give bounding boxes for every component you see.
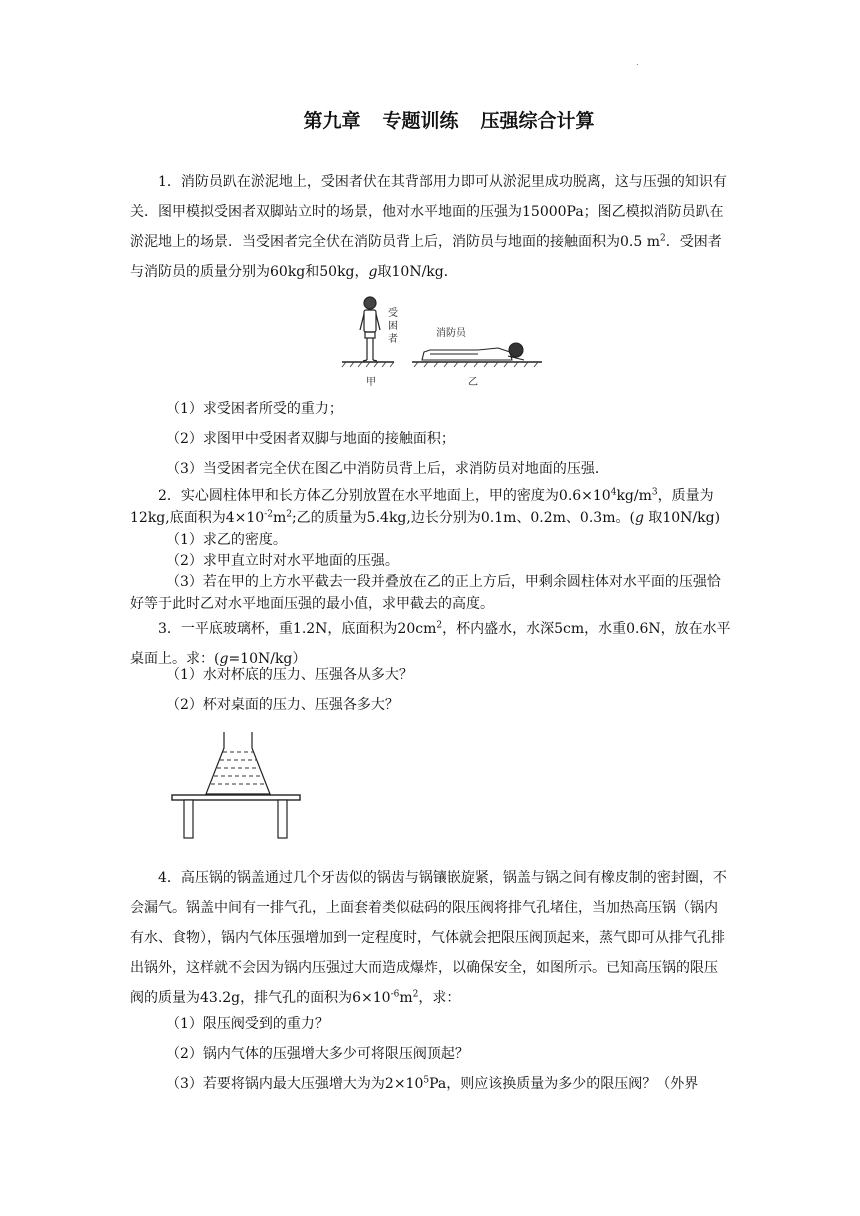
- question-1-part-2: （2）求图甲中受困者双脚与地面的接触面积；: [166, 431, 455, 447]
- label-yi: 乙: [468, 377, 478, 388]
- label-trapped-1: 受: [388, 308, 398, 319]
- question-1-part-3: （3）当受困者完全伏在图乙中消防员背上后，求消防员对地面的压强．: [166, 461, 609, 477]
- question-3-text: 3．一平底玻璃杯，重1.2N，底面积为$20cm^2$，杯内盛水，水深5cm，水重0.6N，放在水平桌面上。求：(g=10N/kg）: [130, 620, 731, 667]
- question-2-text: 2．实心圆柱体甲和长方体乙分别放置在水平地面上，甲的密度为$0.6\times 10^4kg/m^3$，质量为12kg,底面积为$4\times 10^{-2}m^2$;乙的质量为5.4kg,边长分别为0.1m、0.2m、0.3m。(g 取10N/kg): [130, 487, 721, 526]
- label-trapped-2: 困: [388, 321, 398, 332]
- figure-trapped-and-firefighter: [338, 290, 548, 390]
- question-1-text: 1．消防员趴在淤泥地上，受困者伏在其背部用力即可从淤泥里成功脱离，这与压强的知识有关．图甲模拟受困者双脚站立时的场景，他对水平地面的压强为15000Pa；图乙模拟消防员趴在淤泥地上的场景．当受困者完全伏在消防员背上后，消防员与地面的接触面积为0.5 $m^2$．受困者与消防员的质量分别为60kg和50kg，g取10N/kg．: [130, 174, 727, 280]
- question-2-part-2: （2）求甲直立时对水平地面的压强。: [166, 553, 399, 569]
- question-4-text: 4．高压锅的锅盖通过几个牙齿似的锅齿与锅镶嵌旋紧，锅盖与锅之间有橡皮制的密封圈，不会漏气。锅盖中间有一排气孔，上面套着类似砝码的限压阀将排气孔堵住，当加热高压锅（锅内有水、食物），锅内气体压强增加到一定程度时，气体就会把限压阀顶起来，蒸气即可从排气孔排出锅外，这样就不会因为锅内压强过大而造成爆炸，以确保安全，如图所示。已知高压锅的限压阀的质量为43.2g，排气孔的面积为$6\times 10^{-6}m^2$，求：: [130, 870, 727, 1006]
- page-title: [0, 106, 860, 133]
- standing-person-drawing: [360, 297, 380, 361]
- question-4-part-2: （2）锅内气体的压强增大多少可将限压阀顶起？: [166, 1046, 469, 1062]
- question-3-part-1: （1）水对杯底的压力、压强各从多大？: [166, 667, 413, 683]
- title-chapter: 第九章: [303, 110, 361, 132]
- question-4-part-3: （3）若要将锅内最大压强增大为为$2\times 10^5Pa$，则应该换质量为多少的限压阀？（外界: [166, 1075, 699, 1092]
- label-trapped-3: 者: [388, 334, 398, 345]
- question-2-part-3: （3）若在甲的上方水平截去一段并叠放在乙的正上方后，甲剩余圆柱体对水平面的压强恰好等于此时乙对水平地面压强的最小值，求甲截去的高度。: [130, 574, 721, 612]
- label-firefighter: 消防员: [436, 328, 466, 339]
- question-1-part-1: （1）求受困者所受的重力；: [166, 401, 343, 417]
- lying-firefighter-drawing: [422, 343, 524, 360]
- title-subject: 压强综合计算: [480, 110, 595, 132]
- figure-glass-on-table: [168, 730, 308, 842]
- corner-dot: .: [636, 58, 639, 67]
- question-2-part-1: （1）求乙的密度。: [166, 532, 287, 548]
- label-jia: 甲: [366, 377, 376, 388]
- title-topic: 专题训练: [382, 110, 459, 132]
- question-3-part-2: （2）杯对桌面的压力、压强各多大？: [166, 697, 399, 713]
- question-4-part-1: （1）限压阀受到的重力？: [166, 1016, 329, 1032]
